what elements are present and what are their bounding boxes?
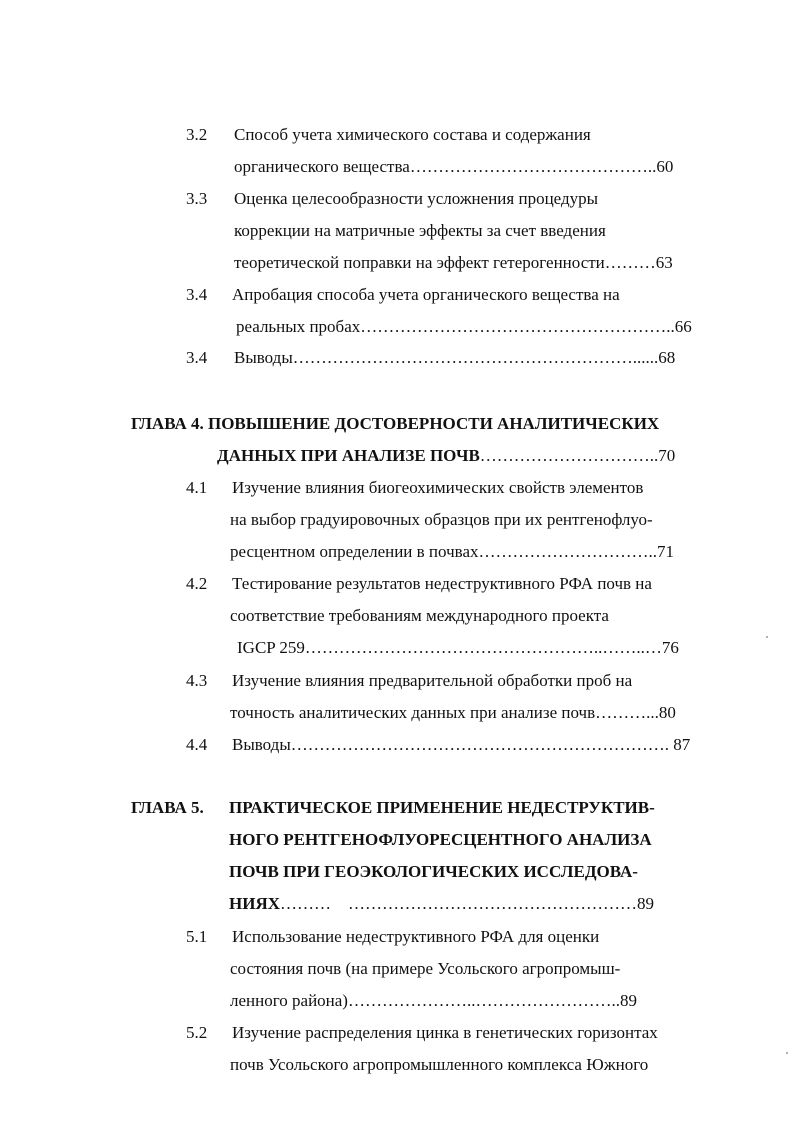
section-title: Тестирование результатов недеструктивного РФА почв на — [232, 574, 652, 593]
section-title: Использование недеструктивного РФА для оценки — [232, 927, 600, 946]
section-title-cont: IGCP 259……………………………………………..……..…76 — [237, 638, 679, 657]
chapter-page-leader: ……… ……………………………………………89 — [280, 894, 654, 913]
section-number: 4.4 — [186, 735, 208, 754]
section-title-cont: реальных пробах………………………………………………..66 — [236, 317, 692, 336]
scan-speck — [786, 1052, 788, 1054]
section-title-cont: теоретической поправки на эффект гетерогенности………63 — [234, 253, 673, 272]
section-title-cont: коррекции на матричные эффекты за счет введения — [234, 221, 606, 240]
section-title: Способ учета химического состава и содержания — [234, 125, 591, 144]
section-title: Изучение влияния предварительной обработки проб на — [232, 671, 633, 690]
chapter-page-leader: …………………………..70 — [479, 446, 676, 465]
section-number: 3.4 — [186, 348, 208, 367]
section-title-cont: почв Усольского агропромышленного комплекса Южного — [230, 1055, 649, 1074]
section-number: 3.2 — [186, 125, 208, 144]
section-title: Изучение распределения цинка в генетических горизонтах — [232, 1023, 658, 1042]
section-number: 3.3 — [186, 189, 208, 208]
chapter-label: ГЛАВА 5. — [131, 798, 204, 817]
chapter-title: ПРАКТИЧЕСКОЕ ПРИМЕНЕНИЕ НЕДЕСТРУКТИВ- — [229, 798, 655, 817]
chapter-title-cont: ДАННЫХ ПРИ АНАЛИЗЕ ПОЧВ — [217, 446, 480, 465]
section-title: Изучение влияния биогеохимических свойств элементов — [232, 478, 644, 497]
chapter-title: ГЛАВА 4. ПОВЫШЕНИЕ ДОСТОВЕРНОСТИ АНАЛИТИЧЕСКИХ — [131, 414, 660, 433]
section-title: Выводы……………………………………………………......68 — [234, 348, 676, 367]
section-number: 3.4 — [186, 285, 208, 304]
section-title-cont: точность аналитических данных при анализе почв………...80 — [230, 703, 676, 722]
section-title-cont: органического вещества……………………………………..60 — [234, 157, 674, 176]
section-number: 4.1 — [186, 478, 208, 497]
chapter-title-cont: НИЯХ — [229, 894, 280, 913]
section-title: Апробация способа учета органического вещества на — [232, 285, 620, 304]
scan-speck — [766, 636, 768, 638]
section-number: 5.2 — [186, 1023, 208, 1042]
chapter-title-cont: НОГО РЕНТГЕНОФЛУОРЕСЦЕНТНОГО АНАЛИЗА — [229, 830, 652, 849]
section-title-cont: ленного района)…………………..……………………..89 — [230, 991, 637, 1010]
section-title-cont: ресцентном определении в почвах…………………………..71 — [230, 542, 674, 561]
chapter-title-cont: ПОЧВ ПРИ ГЕОЭКОЛОГИЧЕСКИХ ИССЛЕДОВА- — [229, 862, 638, 881]
section-number: 4.3 — [186, 671, 208, 690]
section-title: Выводы…………………………………………………………. 87 — [232, 735, 691, 754]
section-number: 5.1 — [186, 927, 208, 946]
section-number: 4.2 — [186, 574, 208, 593]
section-title: Оценка целесообразности усложнения процедуры — [234, 189, 599, 208]
section-title-cont: состояния почв (на примере Усольского агропромыш- — [230, 959, 621, 978]
section-title-cont: соответствие требованиям международного проекта — [230, 606, 609, 625]
section-title-cont: на выбор градуировочных образцов при их рентгенофлуо- — [230, 510, 653, 529]
